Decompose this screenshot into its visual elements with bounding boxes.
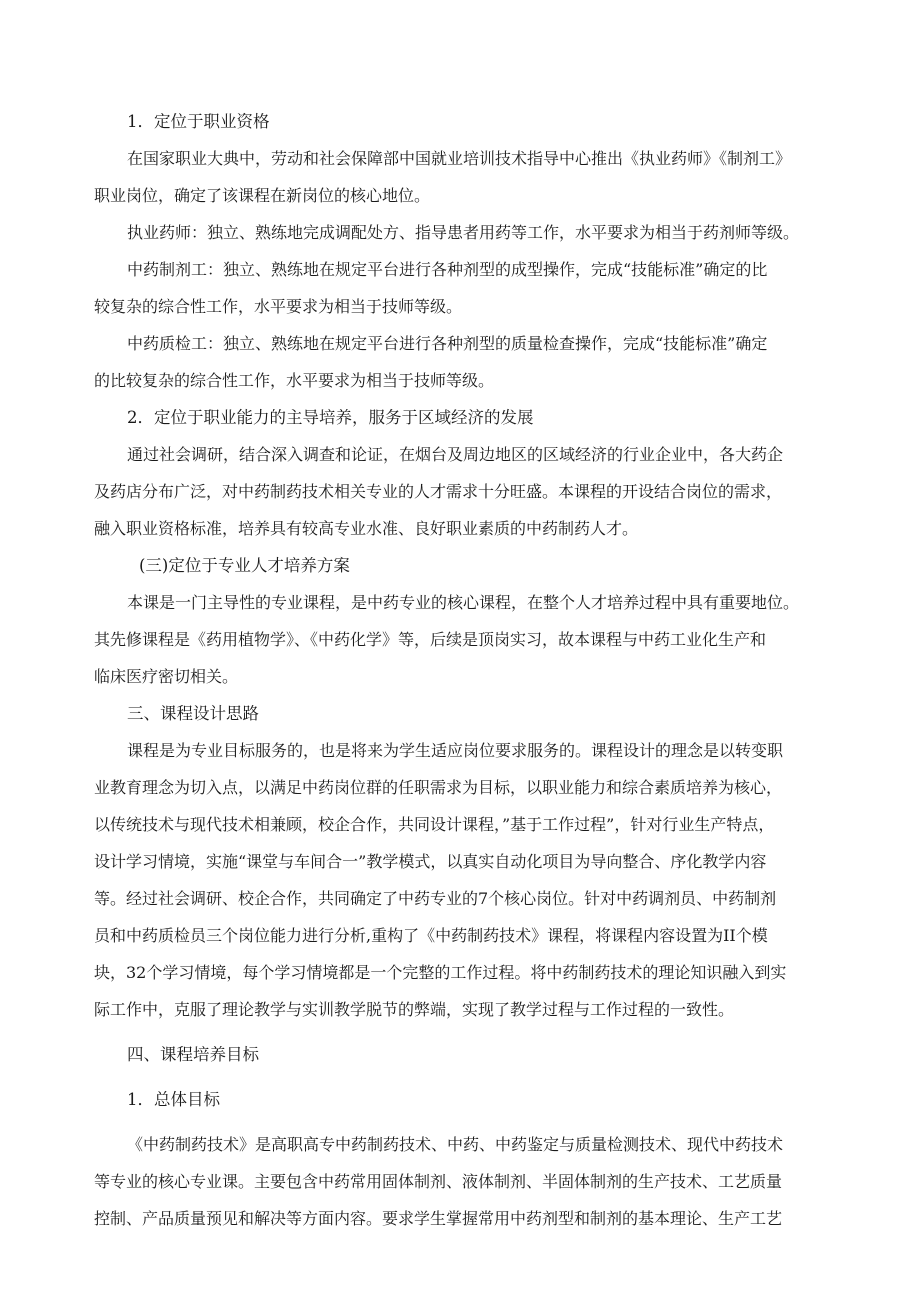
paragraph-line: 等。经过社会调研、校企合作，共同确定了中药专业的7个核心岗位。针对中药调剂员、中药制剂 [94,889,777,908]
paragraph-line: 执业药师：独立、熟练地完成调配处方、指导患者用药等工作，水平要求为相当于药剂师等级。 [127,223,800,242]
paragraph-line: 较复杂的综合性工作，水平要求为相当于技师等级。 [94,297,463,316]
paragraph-line: 职业岗位，确定了该课程在新岗位的核心地位。 [94,186,431,205]
paragraph-line: 临床医疗密切相关。 [94,667,239,686]
paragraph-line: 的比较复杂的综合性工作，水平要求为相当于技师等级。 [94,371,495,390]
section-heading-goals: 四、课程培养目标 [127,1045,259,1064]
paragraph-line: 其先修课程是《药用植物学》、《中药化学》等，后续是顶岗实习，故本课程与中药工业化生产和 [94,630,767,649]
paragraph-line: 通过社会调研，结合深入调查和论证，在烟台及周边地区的区域经济的行业企业中，各大药企 [127,445,784,464]
section-heading-1: 1．定位于职业资格 [127,112,270,131]
paragraph-line: 等专业的核心专业课。主要包含中药常用固体制剂、液体制剂、半固体制剂的生产技术、工艺质量 [94,1172,783,1191]
paragraph-line: 及药店分布广泛，对中药制药技术相关专业的人才需求十分旺盛。本课程的开设结合岗位的需求， [94,482,783,501]
spacer [94,1073,840,1081]
document-page [94,103,840,1237]
paragraph-line: 设计学习情境，实施“课堂与车间合一”教学模式，以真实自动化项目为导向整合、序化教学内容 [94,852,767,871]
paragraph-line: 融入职业资格标准，培养具有较高专业水准、良好职业素质的中药制药人才。 [94,519,639,538]
paragraph-line: 际工作中，克服了理论教学与实训教学脱节的弊端，实现了教学过程与工作过程的一致性。 [94,1000,735,1019]
paragraph-line: 以传统技术与现代技术相兼顾，校企合作，共同设计课程，”基于工作过程”，针对行业生产特点， [94,815,775,834]
section-heading-3: (三)定位于专业人才培养方案 [139,556,350,575]
paragraph-line: 《中药制药技术》是高职高专中药制药技术、中药、中药鉴定与质量检测技术、现代中药技术 [127,1135,784,1154]
paragraph-line: 在国家职业大典中，劳动和社会保障部中国就业培训技术指导中心推出《执业药师》《制剂工》 [127,149,792,168]
paragraph-line: 员和中药质检员三个岗位能力进行分析,重构了《中药制药技术》课程，将课程内容设置为II个模 [94,926,768,945]
paragraph-line: 业教育理念为切入点，以满足中药岗位群的任职需求为目标，以职业能力和综合素质培养为核心， [94,778,783,797]
subsection-heading-overall: 1．总体目标 [127,1090,220,1109]
section-heading-design: 三、课程设计思路 [127,704,259,723]
paragraph-line: 中药质检工：独立、熟练地在规定平台进行各种剂型的质量检查操作，完成“技能标准”确定 [127,334,768,353]
paragraph-line: 控制、产品质量预见和解决等方面内容。要求学生掌握常用中药剂型和制剂的基本理论、生产工艺 [94,1209,783,1228]
paragraph-line: 本课是一门主导性的专业课程，是中药专业的核心课程，在整个人才培养过程中具有重要地位。 [127,593,800,612]
section-heading-2: 2．定位于职业能力的主导培养，服务于区域经济的发展 [127,408,534,427]
paragraph-line: 课程是为专业目标服务的，也是将来为学生适应岗位要求服务的。课程设计的理念是以转变职 [127,741,784,760]
paragraph-line: 中药制剂工：独立、熟练地在规定平台进行各种剂型的成型操作，完成“技能标准”确定的比 [127,260,768,279]
paragraph-line: 块，32个学习情境，每个学习情境都是一个完整的工作过程。将中药制药技术的理论知识融入到实 [94,963,787,982]
spacer [94,1028,840,1036]
spacer [94,1118,840,1126]
